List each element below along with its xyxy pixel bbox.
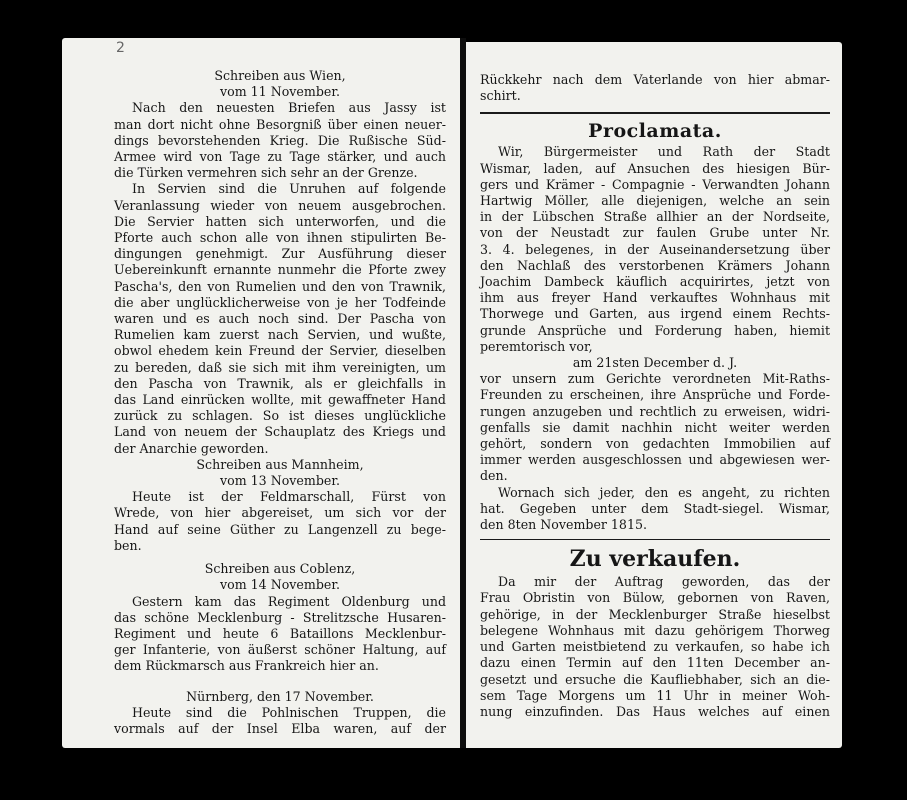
text-line: vormals auf der Insel Elba waren, auf der (114, 720, 446, 736)
text-line: dingungen genehmigt. Zur Ausführung dieser (114, 246, 446, 262)
proclamata-title: Proclamata. (588, 120, 722, 143)
text-line: Hand auf seine Güther zu Langenzell zu bege- (114, 521, 446, 537)
text-line: ben. (114, 537, 142, 553)
text-line: den Nachlaß des verstorbenen Krämers Johann (480, 257, 830, 273)
text-line: Pascha's, den von Rumelien und den von Trawnik, (114, 278, 446, 294)
divider-rule (480, 112, 830, 114)
text-line: Joachim Dambeck käuflich acquirirtes, jetzt von (480, 274, 830, 290)
text-line: Armee wird von Tage zu Tage stärker, und auch (114, 149, 446, 165)
text-line: man dort nicht ohne Besorgniß über einen neuer- (114, 116, 446, 132)
text-line: rungen anzugeben und rechtlich zu erweisen, widri- (480, 403, 830, 419)
text-line: peremtorisch vor, (480, 338, 593, 354)
text-line: dem Rückmarsch aus Frankreich hier an. (114, 658, 379, 674)
text-line: Wrede, von hier abgereiset, um sich vor der (114, 505, 446, 521)
text-line: der Anarchie geworden. (114, 440, 269, 456)
proclamata-body-2 (480, 371, 830, 484)
left-page (62, 38, 460, 748)
mannheim-date: vom 13 November. (220, 473, 340, 489)
proclamata-body (480, 144, 830, 355)
text-line: belegene Wohnhaus mit dazu gehörigem Thorweg (480, 622, 830, 638)
nurnberg-article (114, 705, 446, 737)
text-line: gehört, sondern von gedachten Immobilien auf (480, 436, 830, 452)
mannheim-heading: Schreiben aus Mannheim, (196, 456, 364, 472)
text-line: Regiment und heute 6 Bataillons Mecklenbur- (114, 625, 446, 641)
verkaufen-title: Zu verkaufen. (569, 546, 741, 573)
text-line: in der Lübschen Straße allhier an der Nordseite, (480, 209, 830, 225)
text-line: Rückkehr nach dem Vaterlande von hier abmar- (480, 72, 830, 87)
nurnberg-heading: Nürnberg, den 17 November. (186, 688, 374, 704)
text-line: gehörige, in der Mecklenburger Straße hieselbst (480, 606, 830, 622)
text-line: vor unsern zum Gerichte verordneten Mit-Raths- (480, 371, 830, 387)
text-line: Wir, Bürgermeister und Rath der Stadt (498, 144, 830, 160)
text-line: Nach den neuesten Briefen aus Jassy ist (132, 100, 446, 116)
text-line: genfalls sie damit nachhin nicht weiter werden (480, 419, 830, 435)
mannheim-article (114, 489, 446, 554)
divider-rule-2 (480, 539, 830, 540)
text-line: ihm aus freyer Hand verkauftes Wohnhaus mit (480, 290, 830, 306)
text-line: schirt. (480, 88, 521, 104)
text-line: Wornach sich jeder, den es angeht, zu richten (498, 484, 830, 500)
text-line: das Land einrücken wollte, mit gewaffneter Hand (114, 392, 446, 408)
text-line: das schöne Mecklenburg - Strelitzsche Husaren- (114, 609, 446, 625)
text-line: Veranlassung wieder von neuem ausgebrochen. (114, 197, 446, 213)
text-line: immer werden ausgeschlossen und abgewiesen wer- (480, 452, 830, 468)
coblenz-heading: Schreiben aus Coblenz, (204, 561, 356, 577)
text-line: zurück zu schlagen. So ist dieses unglückliche (114, 408, 446, 424)
text-line: In Servien sind die Unruhen auf folgende (132, 181, 446, 197)
text-line: den 8ten November 1815. (480, 517, 647, 533)
right-page (466, 42, 842, 748)
proclamata-date: am 21sten December d. J. (572, 355, 738, 371)
text-line: Die Servier hatten sich unterworfen, und die (114, 213, 446, 229)
text-line: den Pascha von Trawnik, als er gleichfalls in (114, 375, 446, 391)
text-line: obwol ehedem kein Freund der Servier, dieselben (114, 343, 446, 359)
text-line: 3. 4. belegenes, in der Auseinandersetzung über (480, 241, 830, 257)
text-line: dings bevorstehenden Krieg. Die Rußische Süd- (114, 132, 446, 148)
verkaufen-body (480, 574, 830, 720)
text-line: sem Tage Morgens um 11 Uhr in meiner Woh- (480, 687, 830, 703)
text-line: die aber unglücklicherweise von je her Todfeinde (114, 294, 446, 310)
text-line: gers und Krämer - Compagnie - Verwandten Johann (480, 176, 830, 192)
text-line: den. (480, 468, 508, 484)
text-line: grunde Ansprüche und Forderung haben, hiemit (480, 322, 830, 338)
text-line: ger Infanterie, von äußerst schöner Haltung, auf (114, 642, 446, 658)
text-line: zu bereden, daß sie sich mit ihm vereinigten, um (114, 359, 446, 375)
coblenz-article (114, 594, 446, 675)
text-line: nung einzufinden. Das Haus welches auf einen (480, 703, 830, 719)
wien-date: vom 11 November. (220, 84, 340, 100)
text-line: hat. Gegeben unter dem Stadt-siegel. Wismar, (480, 500, 830, 516)
text-line: waren und es auch noch sind. Der Pascha von (114, 311, 446, 327)
text-line: die Türken vermehren sich sehr an der Grenze. (114, 165, 418, 181)
pencil-mark: 2 (116, 40, 125, 56)
text-line: Thorwege und Garten, aus irgend einem Rechts- (480, 306, 830, 322)
text-line: Heute sind die Pohlnischen Truppen, die (132, 704, 446, 720)
text-line: Da mir der Auftrag geworden, das der (498, 574, 830, 590)
text-line: Freunden zu erscheinen, ihre Ansprüche und Forde- (480, 387, 830, 403)
text-line: Rumelien kam zuerst nach Servien, und wußte, (114, 327, 446, 343)
text-line: Land von neuem der Schauplatz des Kriegs und (114, 424, 446, 440)
text-line: Uebereinkunft ernannte nunmehr die Pforte zwey (114, 262, 446, 278)
wien-article (114, 100, 446, 456)
text-line: Wismar, laden, auf Ansuchen des hiesigen Bür- (480, 160, 830, 176)
proclamata-closing (480, 485, 830, 534)
text-line: Pforte auch schon alle von ihnen stipulirten Be- (114, 230, 446, 246)
text-line: und Garten meistbietend zu verkaufen, so habe ich (480, 639, 830, 655)
text-line: Gestern kam das Regiment Oldenburg und (132, 593, 446, 609)
continuation-text (480, 72, 830, 104)
text-line: dazu einen Termin auf den 11ten December an- (480, 655, 830, 671)
text-line: von der Neustadt zur faulen Grube unter Nr. (480, 225, 830, 241)
text-line: Frau Obristin von Bülow, gebornen von Raven, (480, 590, 830, 606)
text-line: Hartwig Möller, alle diejenigen, welche an sein (480, 193, 830, 209)
coblenz-date: vom 14 November. (220, 577, 340, 593)
wien-heading: Schreiben aus Wien, (214, 68, 346, 83)
text-line: Heute ist der Feldmarschall, Fürst von (132, 489, 446, 505)
text-line: gesetzt und ersuche die Kaufliebhaber, sich an die- (480, 671, 830, 687)
